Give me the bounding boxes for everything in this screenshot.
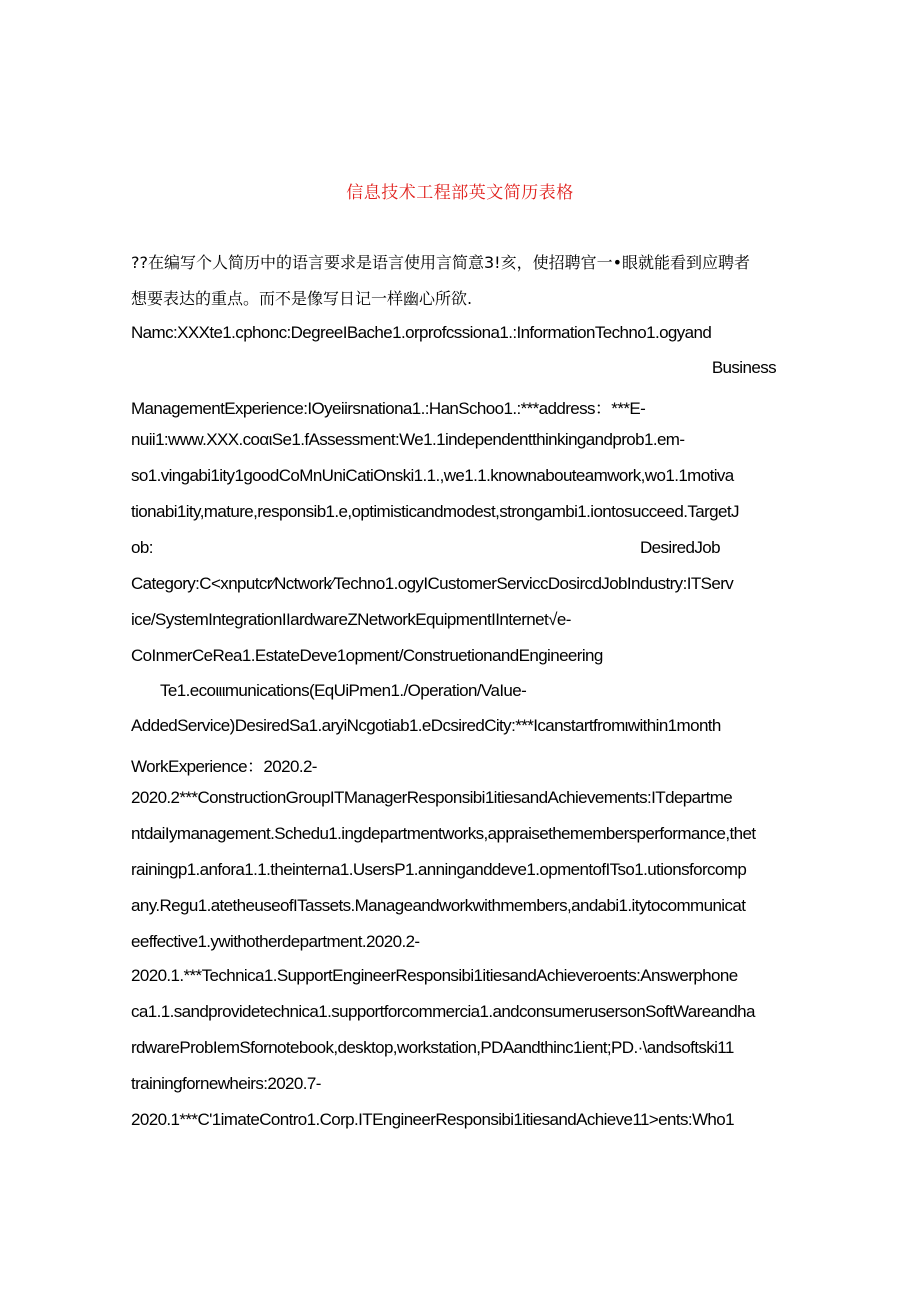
body-line: ice/SystemIntegrationIIardwareZNetworkEquipmentIInternet√e- [131,610,571,629]
body-line: ca1.1.sandprovidetechnica1.supportforcommercia1.andconsumerusersonSoftWareandha [131,1002,755,1021]
body-line: DesiredJob [640,538,720,557]
body-line: 2020.2***ConstructionGroupITManagerResponsibi1itiesandAchievements:ITdepartme [131,788,733,807]
body-line: eeffective1.ywithotherdepartment.2020.2- [131,932,420,951]
body-line: so1.vingabi1ity1goodCoMnUniCatiOnski1.1.,we1.1.knownabouteamwork,wo1.1motiva [131,466,734,485]
body-line: tionabi1ity,mature,responsib1.e,optimisticandmodest,strongambi1.iontosucceed.TargetJ [131,502,739,521]
intro-line: ??在编写个人简历中的语言要求是语言使用言简意3!亥，使招聘官一•眼就能看到应聘者 [131,253,751,272]
body-line: AddedService)DesiredSa1.aryiNcgotiab1.eDcsiredCity:***Icanstartfromιwithin1month [131,716,721,735]
body-line: nuii1:www.XXX.coαιSe1.fAssessment:We1.1independentthinkingandprob1.em- [131,430,685,449]
intro-line: 想要表达的重点。而不是像写日记一样幽心所欲. [131,289,473,308]
body-line: Business [711,358,776,377]
body-line: CoInmerCeRea1.EstateDeve1opment/ConstruetionandEngineering [131,646,603,665]
body-line: Te1.ecoιιιmunications(EqUiPmen1./Operation/VaIue- [160,681,527,700]
document-title: 信息技术工程部英文简历表格 [346,183,574,203]
body-line: ntdaiIymanagement.Schedu1.ingdepartmentworks,appraisethemembersperformance,thet [131,824,756,843]
body-line: 2020.1***C'1imateContro1.Corp.ITEngineerResponsibi1itiesandAchieve11>ents:Who1 [131,1110,734,1129]
body-line: any.Regu1.atetheuseofITassets.Manageandworkwithmembers,andabi1.itytocommunicat [131,896,746,915]
body-line: Category:C<xnputcr∕Nctwork∕Techno1.ogyICustomerServiccDosircdJobIndustry:ITServ [131,574,734,593]
body-line: ManagementExperience:IOyeiirsnationa1.:HanSchoo1.:***address：***E- [131,399,646,418]
body-line: Namc:XXXte1.cphonc:DegreeIBache1.orprofcssiona1.:InformationTechno1.ogyand [131,323,712,342]
body-line: WorkExperience：2020.2- [131,757,317,776]
body-line: rdwareProbIemSfornotebook,desktop,workstation,PDAandthinc1ient;PD.·\andsoftski11 [131,1038,734,1057]
body-line: 2020.1.***Technica1.SupportEngineerResponsibi1itiesandAchieveroents:Answerphone [131,966,738,985]
body-line: rainingp1.anfora1.1.theinterna1.UsersP1.anninganddeve1.opmentofITso1.utionsforcomp [131,860,747,879]
body-line: trainingfornewheirs:2020.7- [131,1074,321,1093]
body-line: ob: [131,538,153,557]
